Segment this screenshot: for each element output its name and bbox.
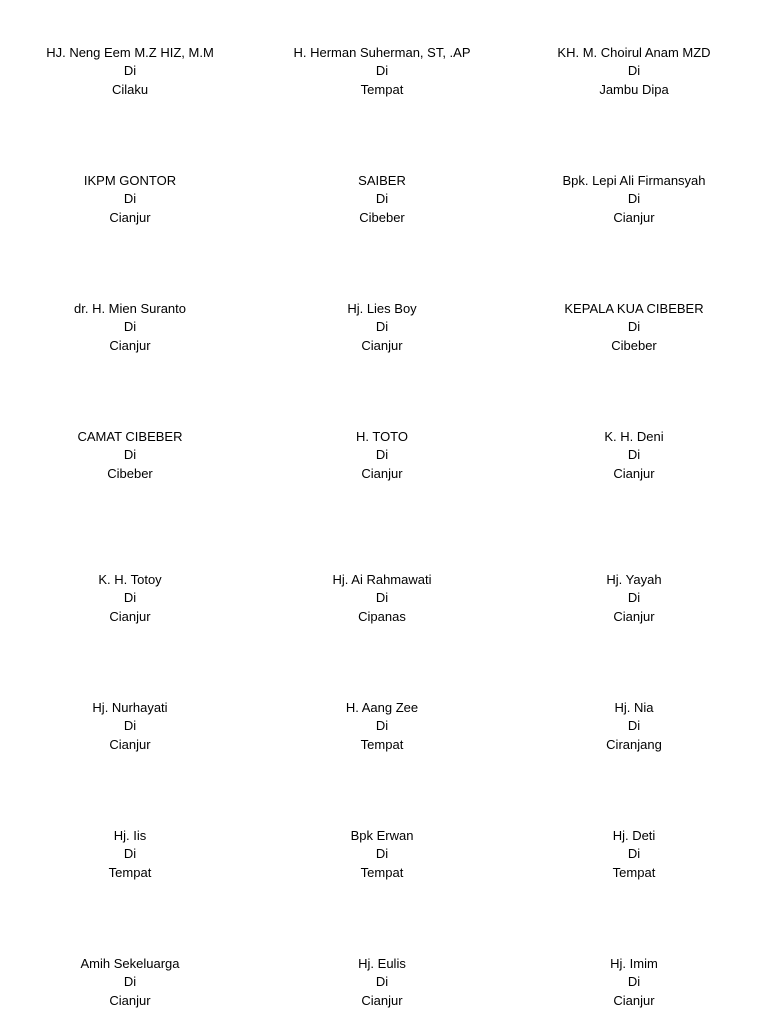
recipient-place: Cianjur bbox=[613, 608, 655, 624]
preposition: Di bbox=[375, 718, 389, 734]
recipient-place: Cipanas bbox=[358, 608, 406, 624]
recipient-name: dr. H. Mien Suranto bbox=[74, 301, 186, 316]
recipient-name: Bpk Erwan bbox=[350, 828, 414, 843]
recipient-place: Cianjur bbox=[361, 337, 403, 353]
recipient-name: Hj. Imim bbox=[610, 956, 658, 971]
address-label bbox=[4, 955, 256, 1010]
address-label bbox=[256, 955, 508, 1010]
preposition: Di bbox=[627, 718, 641, 734]
preposition: Di bbox=[123, 590, 137, 606]
recipient-name: Hj. Yayah bbox=[606, 572, 662, 587]
preposition: Di bbox=[375, 590, 389, 606]
preposition: Di bbox=[375, 447, 389, 463]
recipient-place: Cianjur bbox=[613, 992, 655, 1008]
recipient-place: Cibeber bbox=[611, 337, 657, 353]
preposition: Di bbox=[123, 447, 137, 463]
recipient-name: K. H. Totoy bbox=[98, 572, 162, 587]
address-label bbox=[4, 827, 256, 882]
recipient-name: IKPM GONTOR bbox=[83, 173, 177, 188]
recipient-name: KH. M. Choirul Anam MZD bbox=[557, 45, 711, 60]
preposition: Di bbox=[375, 846, 389, 862]
recipient-name: Hj. Deti bbox=[612, 828, 656, 843]
preposition: Di bbox=[375, 63, 389, 79]
recipient-place: Cianjur bbox=[109, 736, 151, 752]
recipient-name: Amih Sekeluarga bbox=[80, 956, 180, 971]
address-label bbox=[508, 172, 760, 227]
address-label bbox=[508, 300, 760, 355]
address-label bbox=[4, 44, 256, 99]
recipient-name: Hj. Lies Boy bbox=[347, 301, 417, 316]
recipient-name: Hj. Iis bbox=[113, 828, 147, 843]
recipient-place: Tempat bbox=[612, 864, 656, 880]
preposition: Di bbox=[123, 319, 137, 335]
preposition: Di bbox=[123, 191, 137, 207]
preposition: Di bbox=[627, 846, 641, 862]
preposition: Di bbox=[123, 846, 137, 862]
address-label bbox=[256, 172, 508, 227]
preposition: Di bbox=[627, 447, 641, 463]
recipient-name: SAIBER bbox=[358, 173, 406, 188]
preposition: Di bbox=[375, 974, 389, 990]
recipient-place: Cianjur bbox=[361, 992, 403, 1008]
recipient-place: Jambu Dipa bbox=[599, 81, 669, 97]
address-label bbox=[4, 699, 256, 754]
recipient-place: Cianjur bbox=[109, 209, 151, 225]
recipient-name: HJ. Neng Eem M.Z HIZ, M.M bbox=[46, 45, 214, 60]
recipient-place: Cilaku bbox=[111, 81, 149, 97]
address-label bbox=[256, 827, 508, 882]
recipient-place: Tempat bbox=[360, 81, 404, 97]
preposition: Di bbox=[123, 63, 137, 79]
preposition: Di bbox=[627, 63, 641, 79]
address-label bbox=[508, 428, 760, 483]
recipient-name: H. Herman Suherman, ST, .AP bbox=[293, 45, 471, 60]
address-label bbox=[256, 300, 508, 355]
address-label bbox=[256, 44, 508, 99]
address-label bbox=[508, 699, 760, 754]
recipient-name: CAMAT CIBEBER bbox=[77, 429, 183, 444]
recipient-name: Bpk. Lepi Ali Firmansyah bbox=[562, 173, 706, 188]
recipient-place: Cianjur bbox=[109, 337, 151, 353]
address-label bbox=[4, 172, 256, 227]
address-label bbox=[4, 571, 256, 626]
address-label bbox=[256, 428, 508, 483]
recipient-place: Tempat bbox=[360, 736, 404, 752]
preposition: Di bbox=[123, 974, 137, 990]
recipient-name: Hj. Ai Rahmawati bbox=[332, 572, 432, 587]
recipient-name: Hj. Nurhayati bbox=[92, 700, 168, 715]
address-label bbox=[256, 571, 508, 626]
recipient-place: Cianjur bbox=[109, 992, 151, 1008]
recipient-place: Cianjur bbox=[613, 465, 655, 481]
preposition: Di bbox=[627, 319, 641, 335]
recipient-name: Hj. Eulis bbox=[358, 956, 406, 971]
preposition: Di bbox=[375, 191, 389, 207]
recipient-place: Cianjur bbox=[361, 465, 403, 481]
recipient-place: Cibeber bbox=[359, 209, 405, 225]
recipient-place: Tempat bbox=[360, 864, 404, 880]
recipient-place: Cianjur bbox=[109, 608, 151, 624]
recipient-place: Ciranjang bbox=[606, 736, 662, 752]
recipient-place: Cibeber bbox=[107, 465, 153, 481]
recipient-place: Cianjur bbox=[613, 209, 655, 225]
recipient-name: KEPALA KUA CIBEBER bbox=[564, 301, 704, 316]
recipient-name: H. Aang Zee bbox=[345, 700, 419, 715]
preposition: Di bbox=[375, 319, 389, 335]
preposition: Di bbox=[627, 974, 641, 990]
recipient-name: Hj. Nia bbox=[614, 700, 654, 715]
recipient-place: Tempat bbox=[108, 864, 152, 880]
preposition: Di bbox=[627, 590, 641, 606]
address-label bbox=[4, 428, 256, 483]
address-label bbox=[508, 955, 760, 1010]
recipient-name: K. H. Deni bbox=[604, 429, 664, 444]
recipient-name: H. TOTO bbox=[355, 429, 408, 444]
preposition: Di bbox=[627, 191, 641, 207]
address-label bbox=[508, 571, 760, 626]
address-label bbox=[508, 44, 760, 99]
address-label bbox=[256, 699, 508, 754]
preposition: Di bbox=[123, 718, 137, 734]
address-label bbox=[4, 300, 256, 355]
address-label bbox=[508, 827, 760, 882]
